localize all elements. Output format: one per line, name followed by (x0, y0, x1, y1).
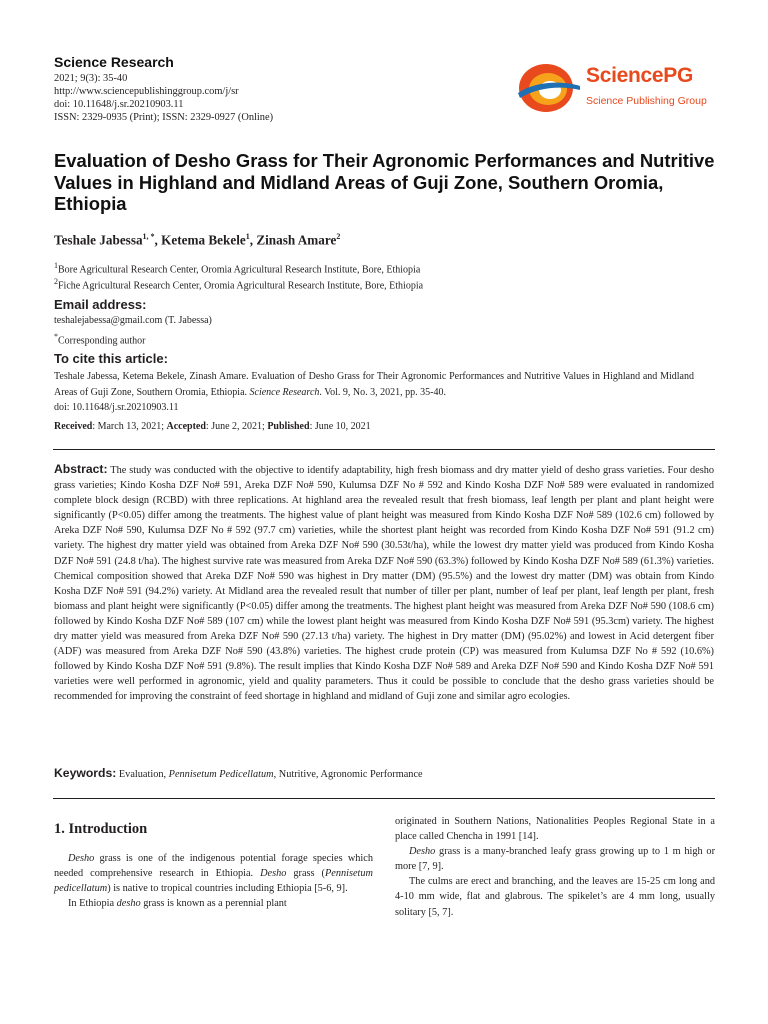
header-doi[interactable]: doi: 10.11648/j.sr.20210903.11 (54, 99, 184, 110)
journal-url[interactable]: http://www.sciencepublishinggroup.com/j/sr (54, 86, 239, 97)
received-label: Received (54, 421, 93, 432)
cite-journal: Science Research (249, 386, 320, 398)
abstract-label: Abstract: (54, 462, 108, 476)
affiliation (54, 277, 423, 291)
abstract-text: The study was conducted with the objective to identify adaptability, high fresh biomass and dry matter yield of desho grass varieties. Four desho grass varieties; Kindo Kosha DZF No# 591, Areka DZF No# 590, Kulumsa DZF No # 592 and Kindo Kosha DZF No# 589 were evaluated in randomized complete block design (RCBD) with three replications. At highland area the revealed result that fresh biomass, leaf length per plant and plant height were significantly (P<0.05) differ among the treatments. The highest value of plant height was measured from Kindo Kosha DZF No# 589 (102.6 cm) followed by Areka DZF No# 590, Kulumsa DZF No # 592 (97.7 cm) varieties, while the shortest plant height was recorded from Kindo Kosha DZF No# 591 (91.2 cm) variety. The highest dry matter yield was obtained from Areka DZF No# 590 (30.53t/ha), while the lowest dry matter yield was produced from Kindo Kosha DZF No# 591 (24.8 t/ha). The highest survive rate was measured from Areka DZF No# 590 (63.3%) followed by Kindo Kosha DZF No# 589 (61.3%) varieties. Chemical composition showed that Areka DZF No# 590 was highest in Dry matter (DM) (95.5%) and the lowest dry matter (DM) was obtain from Kindo Kosha DZF No# 591 (94.2%) variety. At Midland area the revealed result that number of tiller per plant, number of leaf per plant, leaf length per plant, fresh biomass and plant height were significantly (P<0.05) differ among the treatments. The highest plant height was measured from Areka DZF No# 590 (108.6 cm) followed by Kindo Kosha DZF No# 589 (107 cm) while the lowest plant height was measured from Kindo Kosha DZF No# 591 (95.3cm) variety. The highest dry matter yield was measured from Areka DZF No# 590 (27.13 t/ha) variety. The highest in Dry matter (DM) (95.02%) and lowest in Acid detergent fiber (ADF) was measured from Areka DZF No# 590 (43.8%) varieties. The highest crude protein (CP) was measured from Kulumsa DZF No # 592 (10.6%) followed by Kindo Kosha DZF No# 591 (9.8%). The result implies that Kindo Kosha DZF No# 589 and Areka DZF No# 590 and Kindo Kosha DZF No# 591 varieties were well performed in agronomic, yield and quality parameters. Thus it could be possible to conclude that the desho grass varieties should be recommended for improving the constraint of feed shortage in highland and midland of Guji zone and similar agro ecologies. (54, 465, 714, 703)
text-run: Pennisetum pedicellatum (54, 868, 373, 895)
journal-name: Science Research (54, 54, 174, 70)
keyword: Evaluation, (118, 769, 169, 780)
affiliation-num: 2 (54, 277, 58, 286)
logo-name: SciencePG (586, 64, 694, 87)
corresponding-note: *Corresponding author (54, 332, 146, 347)
paragraph (54, 851, 373, 896)
author-sup: 1 (245, 232, 250, 241)
abstract (54, 462, 714, 705)
published-label: Published (267, 421, 310, 432)
text-run: desho (116, 898, 141, 910)
author-sup: 1, * (142, 232, 155, 241)
divider (53, 798, 715, 799)
divider (53, 449, 715, 450)
email-address[interactable]: teshalejabessa@gmail.com (T. Jabessa) (54, 315, 212, 326)
affiliation-num: 1 (54, 261, 58, 270)
cite-body: Teshale Jabessa, Ketema Bekele, Zinash Amare. Evaluation of Desho Grass for Their Agronomic Performances and Nutritive Values in Highland and Midland Areas of Guji Zone, Southern Oromia, Ethiopia. (54, 371, 694, 398)
keywords (54, 766, 423, 780)
keywords-label: Keywords: (54, 766, 117, 780)
author-sup: 2 (336, 232, 341, 241)
paragraph: originated in Southern Nations, Nationalities Peoples Regional State in a place called Chencha in 1991 [14]. (395, 816, 715, 843)
author-name: Teshale Jabessa (54, 232, 143, 248)
cite-volume: . Vol. 9, No. 3, 2021, pp. 35-40. (319, 386, 446, 398)
text-run: In Ethiopia (68, 898, 117, 910)
affiliation-text: Fiche Agricultural Research Center, Oromia Agricultural Research Institute, Bore, Ethiopia (58, 280, 424, 292)
text-run: Desho (68, 853, 95, 864)
paragraph (54, 896, 373, 911)
authors-line: Teshale Jabessa$^{1, *}$, Ketema Bekele$^1$, Zinash Amare$^2$ (54, 232, 341, 248)
cite-heading: To cite this article: (54, 351, 168, 366)
received-date: : March 13, 2021; (92, 421, 167, 432)
keyword: Pennisetum Pedicellatum (168, 769, 274, 780)
text-run: grass is a many-branched leafy grass growing up to 1 m high or more [7, 9]. (395, 846, 715, 873)
accepted-date: : June 2, 2021; (205, 421, 268, 432)
published-date: : June 10, 2021 (309, 421, 371, 432)
intro-right-column (395, 814, 715, 920)
text-run: grass is one of the indigenous potential forage species which needed comprehensive research in Ethiopia. (54, 853, 373, 880)
text-run: Desho (260, 868, 287, 880)
corresponding-text: Corresponding author (58, 335, 146, 347)
text-run: Desho (409, 846, 436, 858)
sciencepg-logo-icon (514, 60, 582, 116)
author-name: Ketema Bekele (161, 232, 246, 248)
header-issn: ISSN: 2329-0935 (Print); ISSN: 2329-0927 (Online) (54, 112, 274, 123)
email-heading: Email address: (54, 297, 147, 312)
author-name: Zinash Amare (256, 232, 337, 248)
cite-text (54, 369, 694, 416)
text-run: grass is known as a perennial plant (140, 898, 287, 910)
affiliation (54, 261, 420, 275)
article-title: Evaluation of Desho Grass for Their Agronomic Performances and Nutritive Values in Highland and Midland Areas of Guji Zone, Southern Oromia, Ethiopia (54, 150, 715, 214)
logo-subtitle: Science Publishing Group (586, 95, 707, 107)
paragraph: The culms are erect and branching, and the leaves are 15-25 cm long and 4-10 mm wide, flat and glabrous. The spikelet’s are 4 mm long, usually solitary [5, 7]. (395, 876, 715, 918)
text-run: grass ( (286, 868, 325, 880)
affiliation-text: Bore Agricultural Research Center, Oromia Agricultural Research Institute, Bore, Ethiopia (58, 264, 421, 276)
paragraph (395, 844, 715, 874)
intro-left-column (54, 851, 373, 911)
text-run: ) is native to tropical countries including Ethiopia [5-6, 9]. (107, 883, 348, 895)
volume-line: 2021; 9(3): 35-40 (54, 73, 128, 84)
cite-doi[interactable]: doi: 10.11648/j.sr.20210903.11 (54, 402, 179, 414)
section-heading: 1. Introduction (54, 821, 148, 837)
keyword: , Nutritive, Agronomic Performance (273, 769, 423, 780)
accepted-label: Accepted (166, 421, 206, 432)
dates-line (54, 421, 371, 432)
